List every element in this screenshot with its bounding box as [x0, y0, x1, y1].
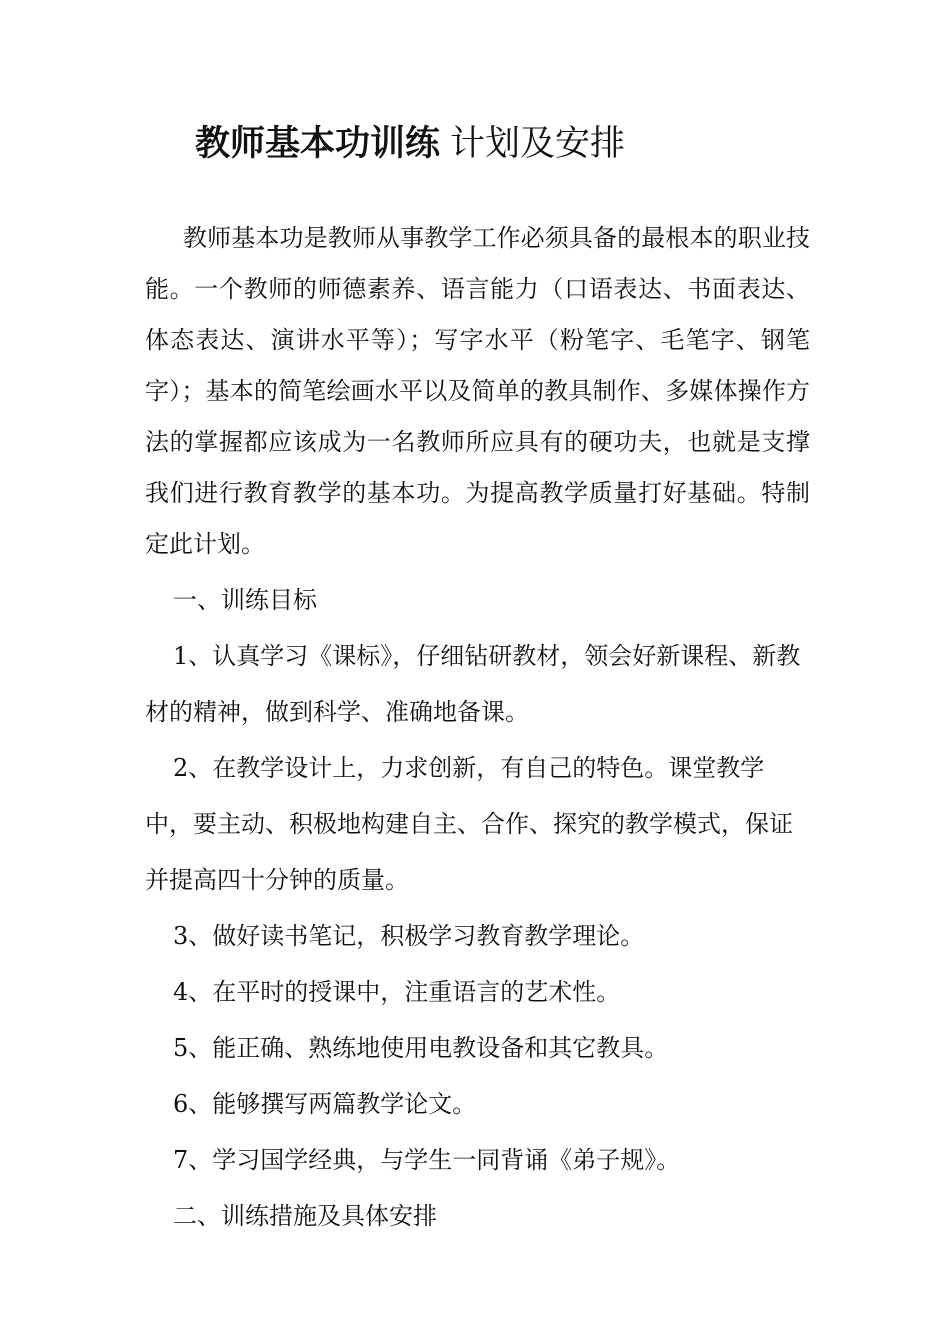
goal-item: 3、做好读书笔记，积极学习教育教学理论。	[173, 922, 645, 950]
title-normal-part: 计划及安排	[450, 124, 626, 164]
goal-item: 1、认真学习《课标》，仔细钻研教材，领会好新课程、新教材的精神，做到科学、准确地备课。	[145, 642, 801, 726]
document-title	[195, 118, 625, 170]
goal-item: 2、在教学设计上，力求创新，有自己的特色。课堂教学中，要主动、积极地构建自主、合作、探究的教学模式，保证并提高四十分钟的质量。	[145, 754, 793, 894]
title-bold-part: 教师基本功训练	[195, 123, 441, 164]
goal-item: 4、在平时的授课中，注重语言的艺术性。	[173, 978, 621, 1006]
goal-item: 6、能够撰写两篇教学论文。	[173, 1090, 477, 1118]
section-heading-goals: 一、训练目标	[173, 586, 317, 614]
goal-item: 5、能正确、熟练地使用电教设备和其它教具。	[173, 1034, 669, 1062]
section-heading-measures: 二、训练措施及具体安排	[173, 1202, 437, 1230]
intro-paragraph: 教师基本功是教师从事教学工作必须具备的最根本的职业技能。一个教师的师德素养、语言能力（口语表达、书面表达、体态表达、演讲水平等）；写字水平（粉笔字、毛笔字、钢笔字）；基本的简笔绘画水平以及简单的教具制作、多媒体操作方法的掌握都应该成为一名教师所应具有的硬功夫，也就是支撑我们进行教育教学的基本功。为提高教学质量打好基础。特制定此计划。	[145, 224, 810, 558]
goal-item: 7、学习国学经典，与学生一同背诵《弟子规》。	[173, 1146, 681, 1174]
document-body	[145, 213, 810, 1244]
